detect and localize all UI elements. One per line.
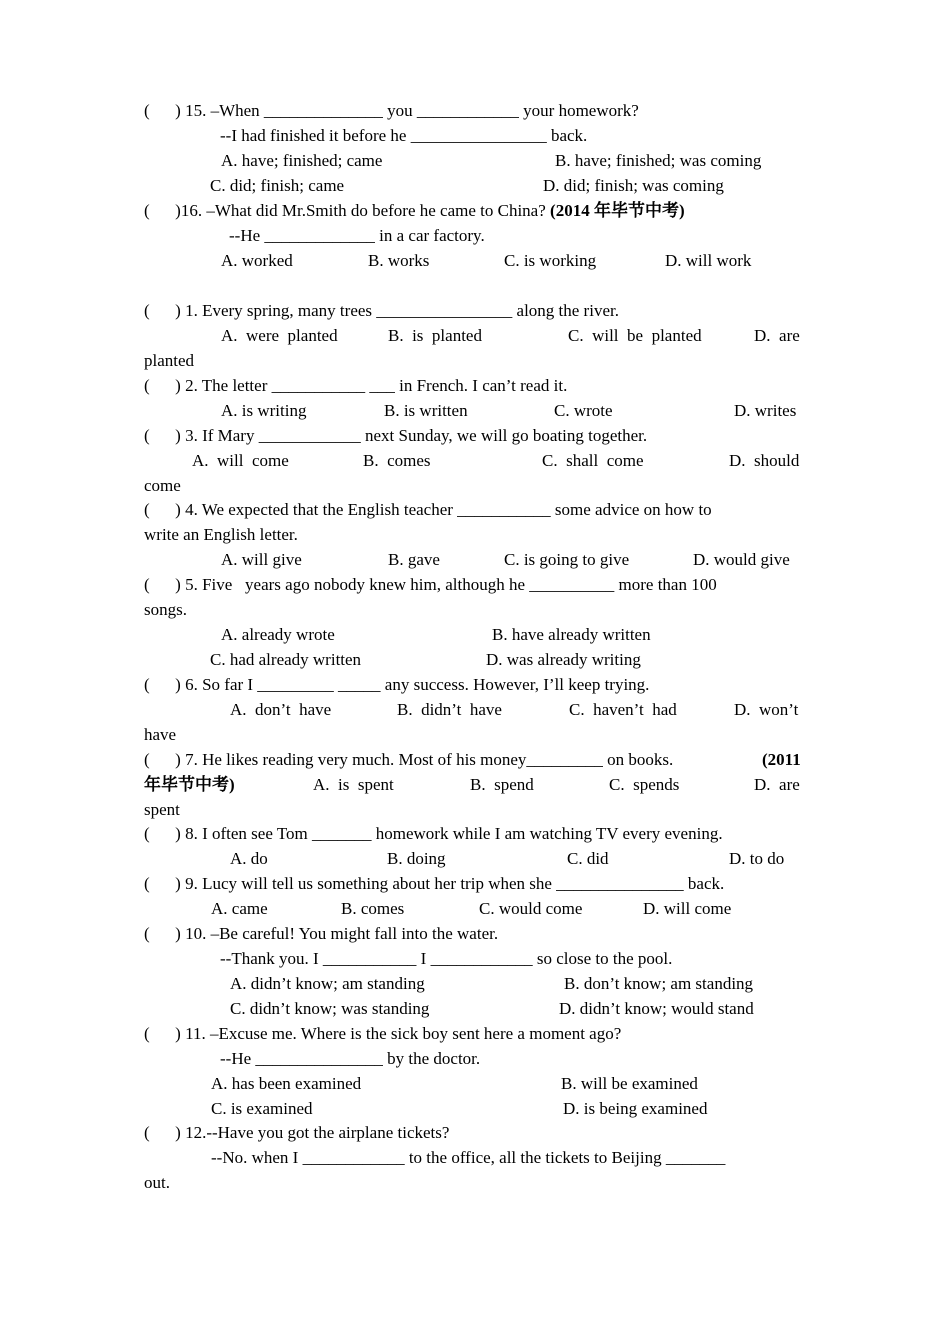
question-11-response: --He _______________ by the doctor. [220, 1049, 481, 1068]
question-7-option-d: D. are [754, 775, 800, 794]
question-7-option-d-wrap: spent [144, 800, 180, 819]
question-2-option-d: D. writes [734, 401, 797, 420]
question-12-response: --No. when I ____________ to the office, all the tickets to Beijing _______ [211, 1148, 726, 1167]
question-7-option-c: C. spends [609, 775, 680, 794]
question-10-option-d: D. didn’t know; would stand [559, 999, 754, 1018]
question-3-option-a: A. will come [192, 451, 289, 470]
question-6-option-a: A. don’t have [230, 700, 332, 719]
question-16-source: (2014 年毕节中考) [550, 201, 685, 220]
question-11-option-c: C. is examined [211, 1099, 313, 1118]
question-15-option-d: D. did; finish; was coming [543, 176, 724, 195]
question-6-option-b: B. didn’t have [397, 700, 502, 719]
question-5-stem: ( ) 5. Five years ago nobody knew him, although he __________ more than 100 [144, 575, 717, 594]
question-6-stem: ( ) 6. So far I _________ _____ any success. However, I’ll keep trying. [144, 675, 650, 694]
question-15-option-b: B. have; finished; was coming [555, 151, 762, 170]
question-3-option-d: D. should [729, 451, 800, 470]
question-5-option-a: A. already wrote [221, 625, 335, 644]
question-2-stem: ( ) 2. The letter ___________ ___ in French. I can’t read it. [144, 376, 568, 395]
question-9-stem: ( ) 9. Lucy will tell us something about her trip when she _______________ back. [144, 874, 725, 893]
question-2-option-b: B. is written [384, 401, 468, 420]
question-8-stem: ( ) 8. I often see Tom _______ homework while I am watching TV every evening. [144, 824, 723, 843]
question-4-option-a: A. will give [221, 550, 302, 569]
question-12-stem: ( ) 12.--Have you got the airplane tickets? [144, 1123, 450, 1142]
question-9-option-c: C. would come [479, 899, 583, 918]
question-8-option-d: D. to do [729, 849, 785, 868]
question-8-option-b: B. doing [387, 849, 446, 868]
question-16-option-c: C. is working [504, 251, 597, 270]
question-16-response: --He _____________ in a car factory. [229, 226, 485, 245]
question-10-option-c: C. didn’t know; was standing [230, 999, 430, 1018]
question-9-option-d: D. will come [643, 899, 732, 918]
question-16-option-d: D. will work [665, 251, 752, 270]
question-2-option-a: A. is writing [221, 401, 307, 420]
question-4-stem: ( ) 4. We expected that the English teacher ___________ some advice on how to [144, 500, 712, 519]
question-11-stem: ( ) 11. –Excuse me. Where is the sick boy sent here a moment ago? [144, 1024, 622, 1043]
question-7-option-a: A. is spent [313, 775, 394, 794]
question-16-option-a: A. worked [221, 251, 293, 270]
question-15-response: --I had finished it before he ________________ back. [220, 126, 588, 145]
question-1-option-d-wrap: planted [144, 351, 195, 370]
question-11-option-b: B. will be examined [561, 1074, 698, 1093]
question-11-option-a: A. has been examined [211, 1074, 362, 1093]
question-1-option-d: D. are [754, 326, 800, 345]
question-4-option-b: B. gave [388, 550, 440, 569]
question-4-option-d: D. would give [693, 550, 790, 569]
question-8-option-a: A. do [230, 849, 268, 868]
question-3-option-c: C. shall come [542, 451, 644, 470]
question-3-option-b: B. comes [363, 451, 431, 470]
question-11-option-d: D. is being examined [563, 1099, 708, 1118]
question-3-stem: ( ) 3. If Mary ____________ next Sunday, we will go boating together. [144, 426, 648, 445]
question-5-option-c: C. had already written [210, 650, 362, 669]
question-6-option-c: C. haven’t had [569, 700, 677, 719]
question-7-source-year: (2011 [762, 750, 801, 769]
question-6-option-d-wrap: have [144, 725, 177, 744]
question-16-text: ( )16. –What did Mr.Smith do before he came to China? [144, 201, 551, 220]
question-10-option-b: B. don’t know; am standing [564, 974, 754, 993]
question-15-option-c: C. did; finish; came [210, 176, 345, 195]
question-1-option-a: A. were planted [221, 326, 338, 345]
question-7-stem: ( ) 7. He likes reading very much. Most of his money_________ on books. [144, 750, 674, 769]
question-8-option-c: C. did [567, 849, 609, 868]
question-6-option-d: D. won’t [734, 700, 799, 719]
question-10-response: --Thank you. I ___________ I ____________ so close to the pool. [220, 949, 673, 968]
question-16-stem [144, 200, 685, 222]
question-4-option-c: C. is going to give [504, 550, 630, 569]
question-15-option-a: A. have; finished; came [221, 151, 383, 170]
question-5-option-d: D. was already writing [486, 650, 641, 669]
question-9-option-b: B. comes [341, 899, 405, 918]
question-5-option-b: B. have already written [492, 625, 651, 644]
question-1-option-c: C. will be planted [568, 326, 702, 345]
question-16-option-b: B. works [368, 251, 430, 270]
question-15-stem: ( ) 15. –When ______________ you ____________ your homework? [144, 101, 639, 120]
question-10-option-a: A. didn’t know; am standing [230, 974, 425, 993]
question-2-option-c: C. wrote [554, 401, 613, 420]
question-7-option-b: B. spend [470, 775, 534, 794]
question-10-stem: ( ) 10. –Be careful! You might fall into the water. [144, 924, 499, 943]
question-1-stem: ( ) 1. Every spring, many trees ________________ along the river. [144, 301, 619, 320]
question-3-option-d-wrap: come [144, 476, 181, 495]
question-5-stem-wrap: songs. [144, 600, 187, 619]
question-9-option-a: A. came [211, 899, 268, 918]
question-1-option-b: B. is planted [388, 326, 482, 345]
question-4-stem-wrap: write an English letter. [144, 525, 298, 544]
question-7-source: 年毕节中考) [144, 775, 235, 794]
question-12-response-wrap: out. [144, 1173, 170, 1192]
